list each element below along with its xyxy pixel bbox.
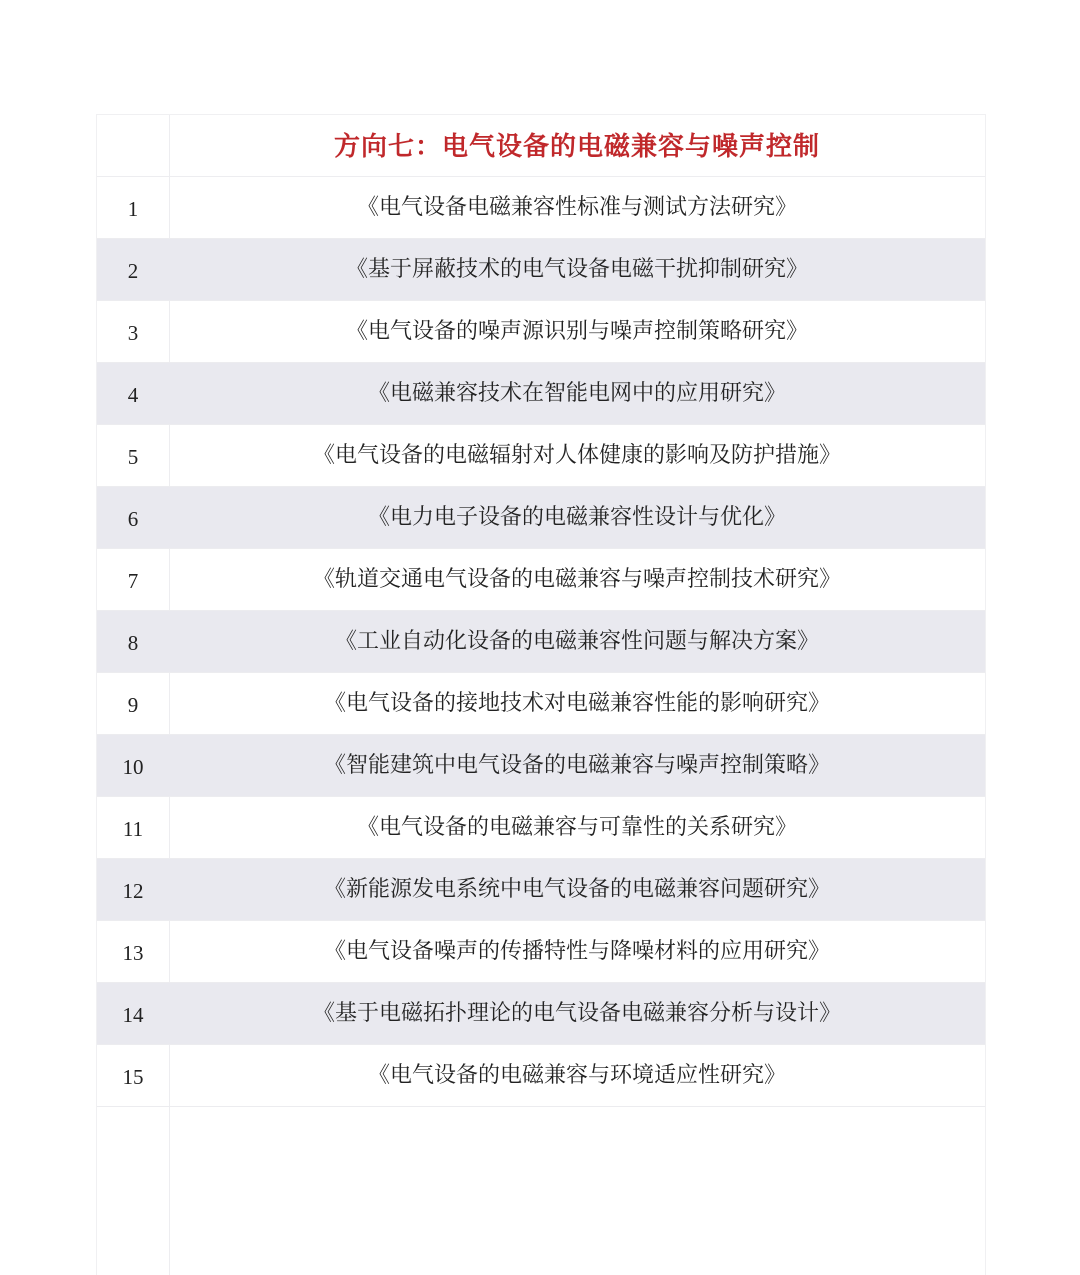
- table-row: [97, 735, 985, 797]
- row-topic: 《基于屏蔽技术的电气设备电磁干扰抑制研究》: [345, 257, 808, 282]
- row-number: 8: [127, 631, 139, 655]
- row-topic: 《基于电磁拓扑理论的电气设备电磁兼容分析与设计》: [312, 1001, 841, 1026]
- table-row: [97, 673, 985, 735]
- table-row: [97, 301, 985, 363]
- table-row: [97, 549, 985, 611]
- table-row: [97, 921, 985, 983]
- row-number: 13: [122, 941, 144, 965]
- row-number: 10: [122, 755, 144, 779]
- row-number: 14: [122, 1003, 144, 1027]
- row-number: 11: [122, 817, 144, 841]
- row-number: 5: [127, 445, 139, 469]
- row-topic: 《电力电子设备的电磁兼容性设计与优化》: [367, 505, 786, 530]
- row-topic: 《电气设备的电磁辐射对人体健康的影响及防护措施》: [312, 443, 841, 468]
- table-row: [97, 1045, 985, 1107]
- row-topic: 《电气设备的电磁兼容与环境适应性研究》: [367, 1063, 786, 1088]
- table-row: [97, 983, 985, 1045]
- table-row: [97, 363, 985, 425]
- table-body: [97, 177, 985, 1107]
- row-topic: 《轨道交通电气设备的电磁兼容与噪声控制技术研究》: [312, 567, 841, 592]
- row-number: 1: [127, 197, 139, 221]
- row-topic: 《电气设备电磁兼容性标准与测试方法研究》: [356, 195, 797, 220]
- row-topic: 《电气设备噪声的传播特性与降噪材料的应用研究》: [323, 939, 830, 964]
- table-row: [97, 487, 985, 549]
- row-topic: 《电气设备的电磁兼容与可靠性的关系研究》: [356, 815, 797, 840]
- row-number: 3: [127, 321, 139, 345]
- row-topic: 《电气设备的噪声源识别与噪声控制策略研究》: [345, 319, 808, 344]
- row-topic: 《电气设备的接地技术对电磁兼容性能的影响研究》: [323, 691, 830, 716]
- table-row: [97, 611, 985, 673]
- table-row: [97, 425, 985, 487]
- row-number: 9: [127, 693, 139, 717]
- row-topic: 《工业自动化设备的电磁兼容性问题与解决方案》: [334, 629, 819, 654]
- table-row: [97, 797, 985, 859]
- table-row: [97, 239, 985, 301]
- table-header-row: [97, 115, 985, 177]
- topic-table: [96, 114, 986, 1275]
- row-number: 2: [127, 259, 139, 283]
- row-topic: 《智能建筑中电气设备的电磁兼容与噪声控制策略》: [323, 753, 830, 778]
- table-title: 方向七：电气设备的电磁兼容与噪声控制: [333, 132, 820, 162]
- row-number: 15: [122, 1065, 144, 1089]
- row-number: 6: [127, 507, 139, 531]
- row-number: 4: [127, 383, 139, 407]
- row-number: 7: [127, 569, 139, 593]
- row-topic: 《电磁兼容技术在智能电网中的应用研究》: [367, 381, 786, 406]
- row-topic: 《新能源发电系统中电气设备的电磁兼容问题研究》: [323, 877, 830, 902]
- table-row: [97, 177, 985, 239]
- table-row: [97, 859, 985, 921]
- row-number: 12: [122, 879, 144, 903]
